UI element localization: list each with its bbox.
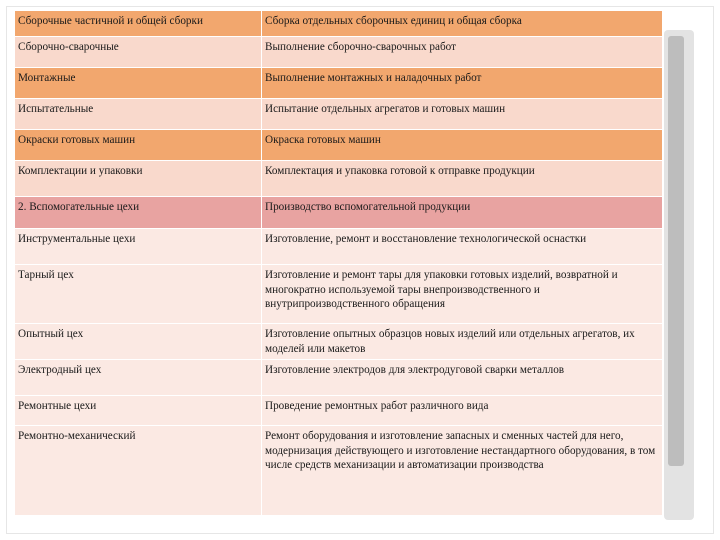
dept-cell: Сборочные частичной и общей сборки (15, 11, 262, 37)
dept-cell: Электродный цех (15, 360, 262, 396)
dept-cell: 2. Вспомогательные цехи (15, 197, 262, 229)
table-row (15, 324, 663, 360)
table-row (15, 197, 663, 229)
function-cell: Выполнение монтажных и наладочных работ (262, 68, 663, 99)
function-cell: Сборка отдельных сборочных единиц и общая сборка (262, 11, 663, 37)
function-cell: Испытание отдельных агрегатов и готовых машин (262, 99, 663, 130)
table-row (15, 265, 663, 324)
function-cell: Изготовление и ремонт тары для упаковки готовых изделий, возвратной и многократно используемой тары внепроизводственного и внутрипроизводственного обращения (262, 265, 663, 324)
dept-cell: Ремонтные цехи (15, 396, 262, 426)
dept-cell: Опытный цех (15, 324, 262, 360)
dept-cell: Инструментальные цехи (15, 229, 262, 265)
function-cell: Выполнение сборочно-сварочных работ (262, 37, 663, 68)
function-cell: Окраска готовых машин (262, 130, 663, 161)
table-row (15, 11, 663, 37)
dept-cell: Тарный цех (15, 265, 262, 324)
function-cell: Проведение ремонтных работ различного вида (262, 396, 663, 426)
function-cell: Комплектация и упаковка готовой к отправке продукции (262, 161, 663, 197)
table-row (15, 99, 663, 130)
dept-cell: Монтажные (15, 68, 262, 99)
dept-cell: Комплектации и упаковки (15, 161, 262, 197)
table-row (15, 396, 663, 426)
table-row (15, 130, 663, 161)
scrollbar-thumb[interactable] (668, 36, 684, 466)
table-row (15, 229, 663, 265)
dept-cell: Сборочно-сварочные (15, 37, 262, 68)
table-row (15, 360, 663, 396)
table-row (15, 161, 663, 197)
table-row (15, 37, 663, 68)
departments-table (14, 10, 663, 516)
dept-cell: Ремонтно-механический (15, 426, 262, 516)
function-cell: Производство вспомогательной продукции (262, 197, 663, 229)
function-cell: Ремонт оборудования и изготовление запасных и сменных частей для него, модернизация действующего и изготовление нестандартного оборудования, в том числе средств механизации и автоматизации производства (262, 426, 663, 516)
function-cell: Изготовление электродов для электродуговой сварки металлов (262, 360, 663, 396)
table-row (15, 68, 663, 99)
function-cell: Изготовление, ремонт и восстановление технологической оснастки (262, 229, 663, 265)
dept-cell: Окраски готовых машин (15, 130, 262, 161)
function-cell: Изготовление опытных образцов новых изделий или отдельных агрегатов, их моделей или макетов (262, 324, 663, 360)
dept-cell: Испытательные (15, 99, 262, 130)
table-row (15, 426, 663, 516)
